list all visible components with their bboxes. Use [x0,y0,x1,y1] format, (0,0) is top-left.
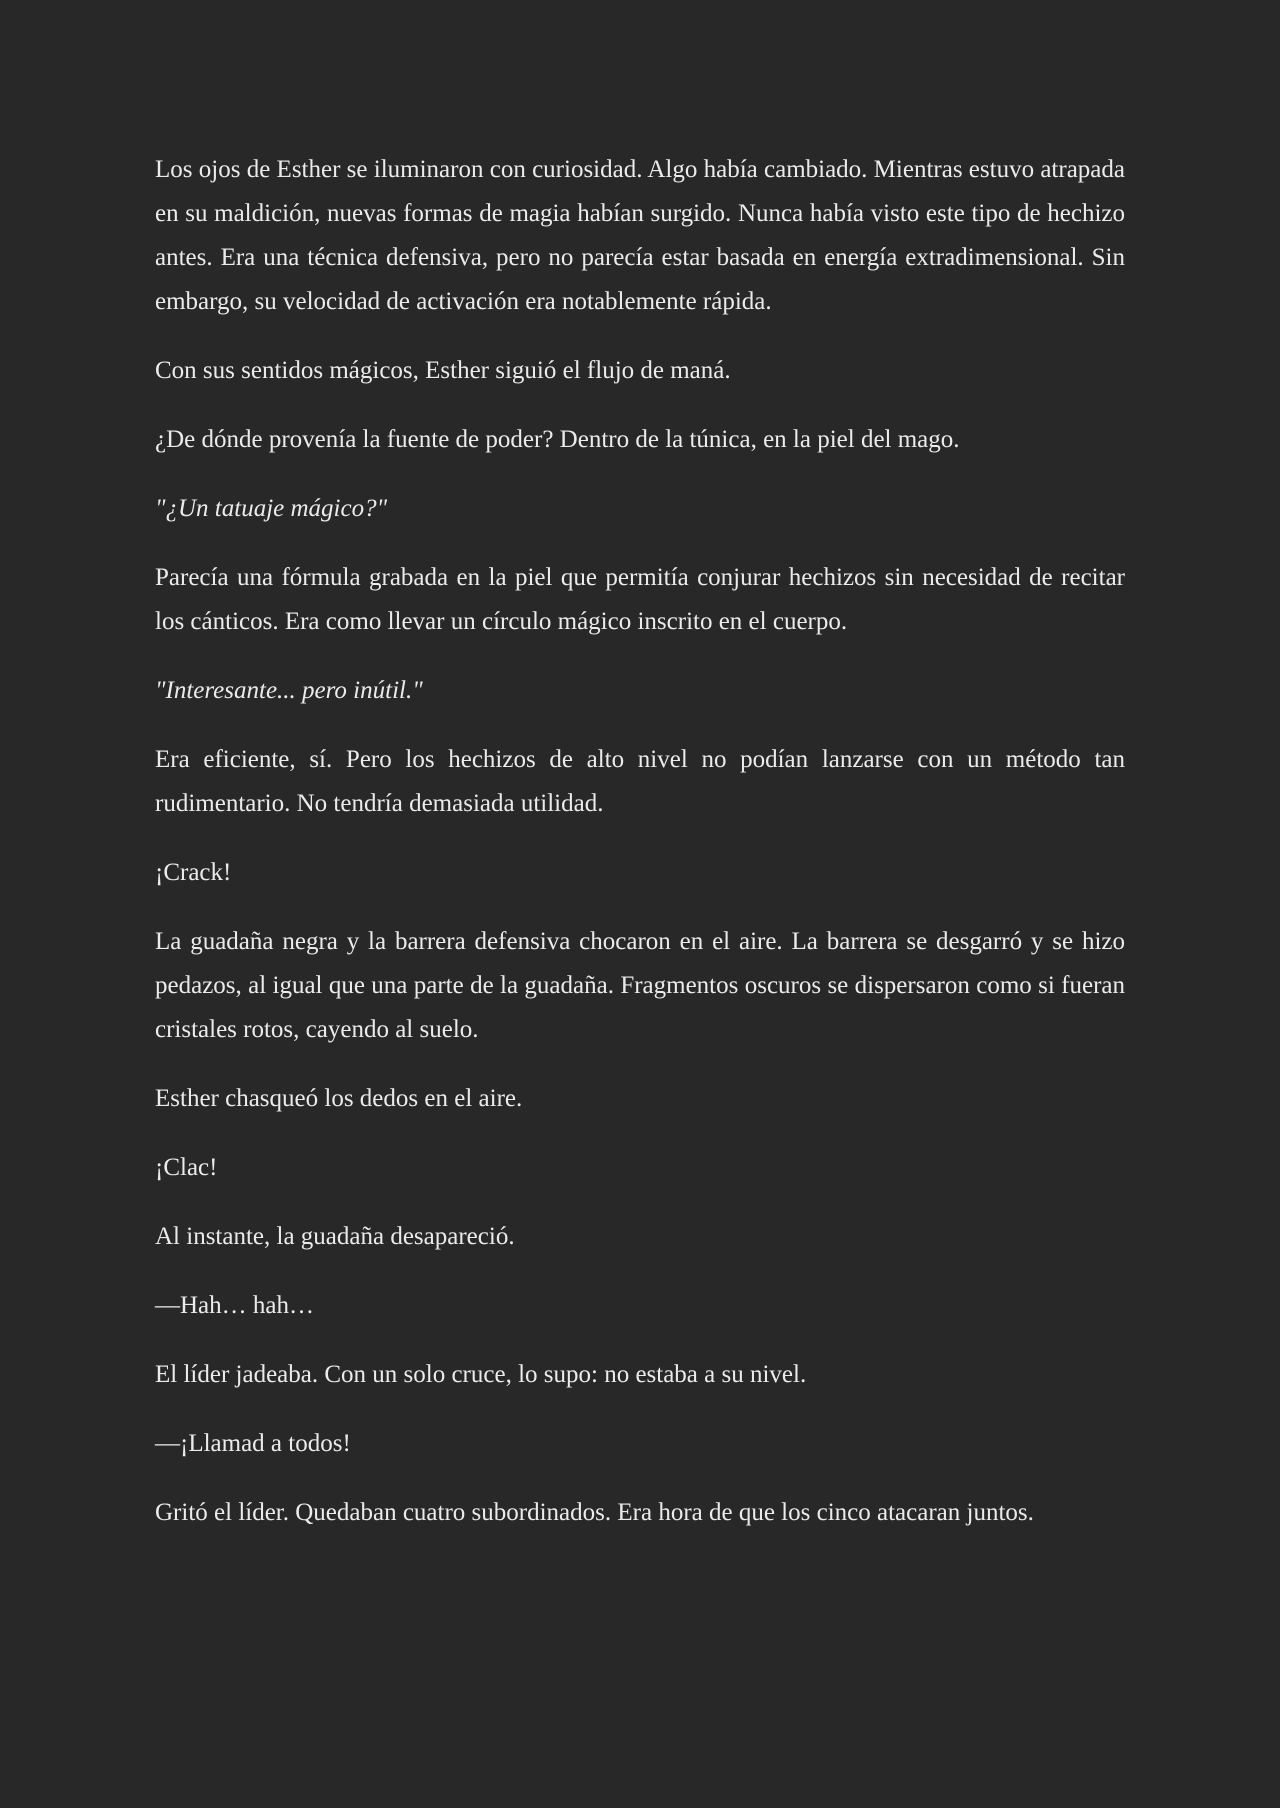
paragraph: Era eficiente, sí. Pero los hechizos de alto nivel no podían lanzarse con un método tan rudimentario. No tendría demasiada utilidad. [155,746,1125,817]
paragraph: El líder jadeaba. Con un solo cruce, lo supo: no estaba a su nivel. [155,1361,807,1388]
paragraph: Gritó el líder. Quedaban cuatro subordinados. Era hora de que los cinco atacaran juntos. [155,1499,1034,1526]
paragraph: Al instante, la guadaña desapareció. [155,1223,515,1250]
dialogue-line: —¡Llamad a todos! [155,1430,351,1457]
paragraph: Los ojos de Esther se iluminaron con curiosidad. Algo había cambiado. Mientras estuvo atrapada en su maldición, nuevas formas de magia habían surgido. Nunca había visto este tipo de hechizo antes. Era una técnica defensiva, pero no parecía estar basada en energía extradimensional. Sin embargo, su velocidad de activación era notablemente rápida. [155,156,1125,315]
paragraph: La guadaña negra y la barrera defensiva chocaron en el aire. La barrera se desgarró y se hizo pedazos, al igual que una parte de la guadaña. Fragmentos oscuros se dispersaron como si fueran cristales rotos, cayendo al suelo. [155,928,1125,1043]
paragraph: ¿De dónde provenía la fuente de poder? Dentro de la túnica, en la piel del mago. [155,426,960,453]
paragraph: Esther chasqueó los dedos en el aire. [155,1085,523,1112]
paragraph: Parecía una fórmula grabada en la piel que permitía conjurar hechizos sin necesidad de recitar los cánticos. Era como llevar un círculo mágico inscrito en el cuerpo. [155,564,1125,635]
sound-effect: ¡Crack! [155,859,232,886]
sound-effect: ¡Clac! [155,1154,218,1181]
chapter-text [155,148,1125,1560]
thought-paragraph: "¿Un tatuaje mágico?" [155,495,388,522]
paragraph: Con sus sentidos mágicos, Esther siguió el flujo de maná. [155,357,731,384]
dialogue-line: —Hah… hah… [155,1292,314,1319]
thought-paragraph: "Interesante... pero inútil." [155,677,423,704]
